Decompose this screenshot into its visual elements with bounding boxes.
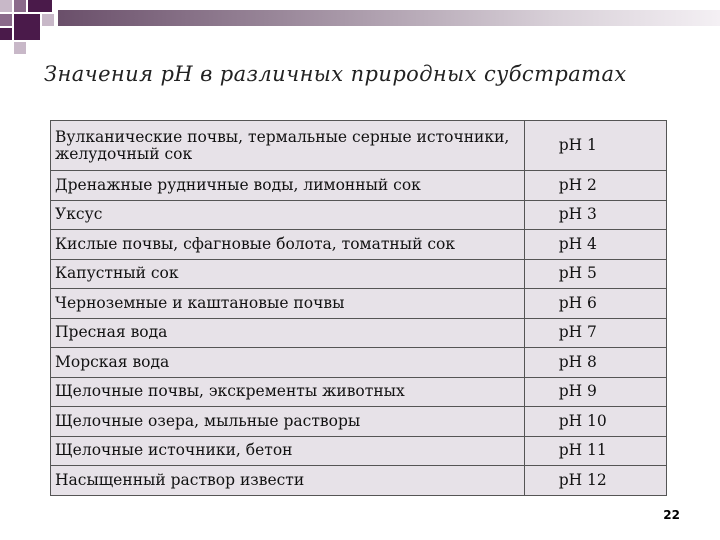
ph-value-cell: pH 3 xyxy=(524,200,666,230)
ph-value-cell: pH 9 xyxy=(524,377,666,407)
substrate-cell: Кислые почвы, сфагновые болота, томатный сок xyxy=(51,230,525,260)
ph-value-cell: pH 8 xyxy=(524,348,666,378)
table-row xyxy=(51,289,667,319)
table-row xyxy=(51,230,667,260)
ph-value-cell: pH 7 xyxy=(524,318,666,348)
table-row xyxy=(51,318,667,348)
ph-value-cell: pH 11 xyxy=(524,436,666,466)
substrate-cell: Пресная вода xyxy=(51,318,525,348)
table-row xyxy=(51,121,667,171)
ph-value-cell: pH 1 xyxy=(524,121,666,171)
substrate-cell: Уксус xyxy=(51,200,525,230)
substrate-cell: Морская вода xyxy=(51,348,525,378)
table-row xyxy=(51,200,667,230)
table-row xyxy=(51,259,667,289)
table-row xyxy=(51,466,667,496)
ph-value-cell: pH 4 xyxy=(524,230,666,260)
page-number: 22 xyxy=(663,508,680,522)
substrate-cell: Черноземные и каштановые почвы xyxy=(51,289,525,319)
substrate-cell: Дренажные рудничные воды, лимонный сок xyxy=(51,171,525,201)
ph-table xyxy=(50,120,667,496)
ph-value-cell: pH 12 xyxy=(524,466,666,496)
substrate-cell: Насыщенный раствор извести xyxy=(51,466,525,496)
table-row xyxy=(51,171,667,201)
table-row xyxy=(51,407,667,437)
ph-value-cell: pH 5 xyxy=(524,259,666,289)
table-row xyxy=(51,348,667,378)
header-gradient-bar xyxy=(58,10,720,26)
ph-value-cell: pH 10 xyxy=(524,407,666,437)
ph-value-cell: pH 6 xyxy=(524,289,666,319)
substrate-cell: Капустный сок xyxy=(51,259,525,289)
substrate-cell: Вулканические почвы, термальные серные источники, желудочный сок xyxy=(51,121,525,171)
table-row xyxy=(51,377,667,407)
substrate-cell: Щелочные почвы, экскременты животных xyxy=(51,377,525,407)
substrate-cell: Щелочные озера, мыльные растворы xyxy=(51,407,525,437)
slide-title: Значения pH в различных природных субстратах xyxy=(44,62,627,86)
ph-value-cell: pH 2 xyxy=(524,171,666,201)
table-row xyxy=(51,436,667,466)
substrate-cell: Щелочные источники, бетон xyxy=(51,436,525,466)
